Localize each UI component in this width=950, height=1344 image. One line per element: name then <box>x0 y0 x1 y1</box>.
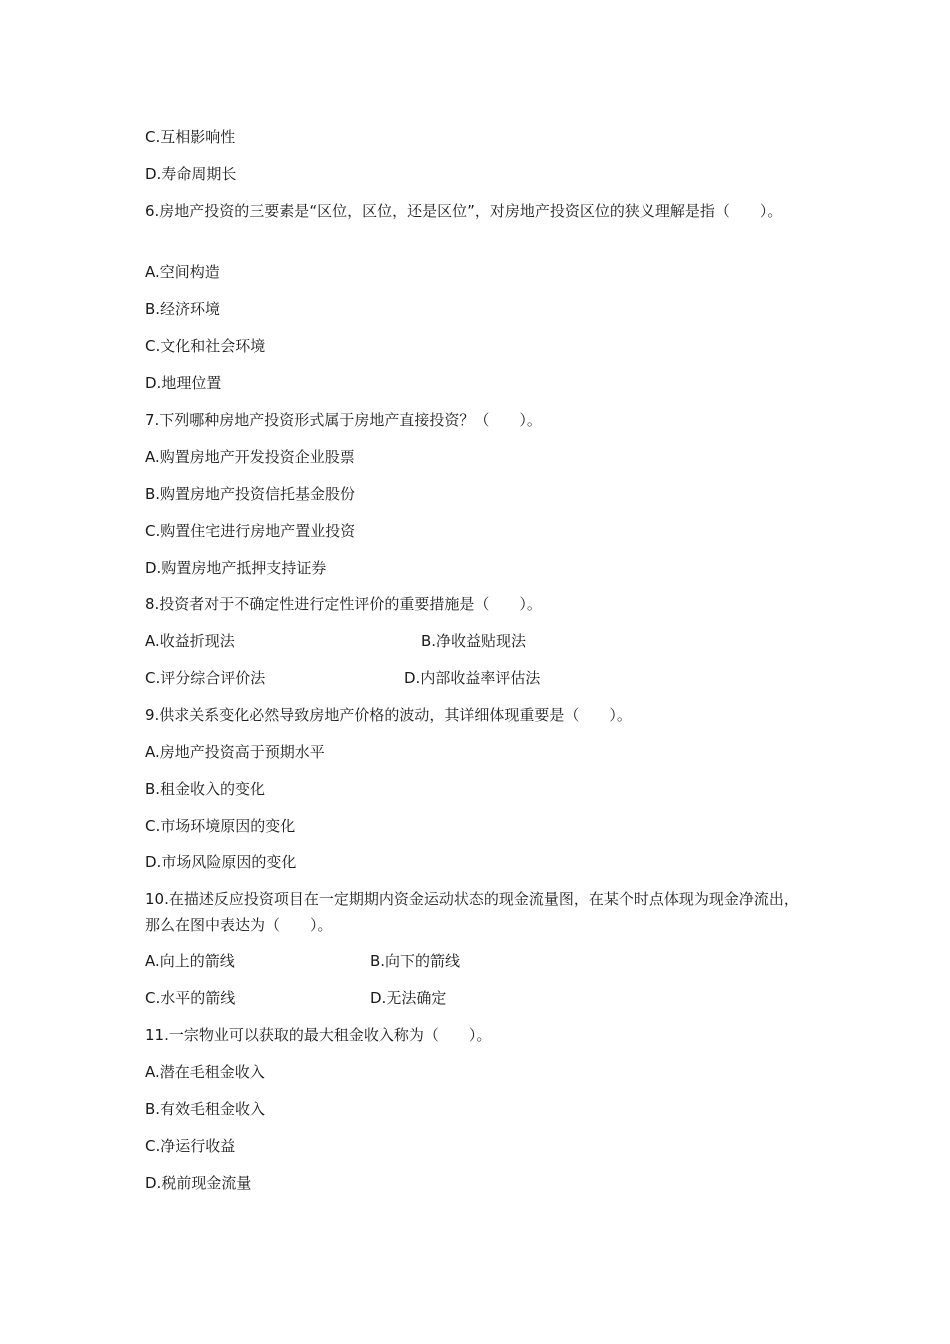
q9-option-a: A.房地产投资高于预期水平 <box>145 743 325 761</box>
q6-option-b: B.经济环境 <box>145 300 221 318</box>
q8-option-b: B.净收益贴现法 <box>421 632 527 650</box>
q5-option-c: C.互相影响性 <box>145 128 236 146</box>
q10-option-b: B.向下的箭线 <box>370 952 461 970</box>
q6-option-d: D.地理位置 <box>145 374 222 392</box>
q11-option-d: D.税前现金流量 <box>145 1174 252 1192</box>
q6-option-a: A.空间构造 <box>145 263 220 281</box>
q11-option-b: B.有效毛租金收入 <box>145 1100 266 1118</box>
q10-option-c: C.水平的箭线 <box>145 989 236 1007</box>
q10-option-d: D.无法确定 <box>370 989 447 1007</box>
q11-option-c: C.净运行收益 <box>145 1137 236 1155</box>
q7-option-a: A.购置房地产开发投资企业股票 <box>145 448 355 466</box>
q5-option-d: D.寿命周期长 <box>145 165 237 183</box>
q9-option-d: D.市场风险原因的变化 <box>145 853 297 871</box>
q7-option-c: C.购置住宅进行房地产置业投资 <box>145 522 356 540</box>
q7-stem: 7.下列哪种房地产投资形式属于房地产直接投资？（ ）。 <box>145 411 542 429</box>
q10-stem: 10.在描述反应投资项目在一定期期内资金运动状态的现金流量图，在某个时点体现为现金净流出，那么在图中表达为（ ）。 <box>145 890 799 934</box>
q9-option-b: B.租金收入的变化 <box>145 780 266 798</box>
q9-option-c: C.市场环境原因的变化 <box>145 817 296 835</box>
q7-option-b: B.购置房地产投资信托基金股份 <box>145 485 356 503</box>
q6-stem: 6.房地产投资的三要素是“区位，区位，还是区位”，对房地产投资区位的狭义理解是指（ ）。 <box>145 202 783 220</box>
q11-stem: 11.一宗物业可以获取的最大租金收入称为（ ）。 <box>145 1026 492 1044</box>
q11-option-a: A.潜在毛租金收入 <box>145 1063 265 1081</box>
q7-option-d: D.购置房地产抵押支持证券 <box>145 559 327 577</box>
q8-stem: 8.投资者对于不确定性进行定性评价的重要措施是（ ）。 <box>145 595 542 613</box>
q8-option-c: C.评分综合评价法 <box>145 669 266 687</box>
q9-stem: 9.供求关系变化必然导致房地产价格的波动，其详细体现重要是（ ）。 <box>145 706 632 724</box>
q6-option-c: C.文化和社会环境 <box>145 337 266 355</box>
q8-option-a: A.收益折现法 <box>145 632 235 650</box>
q8-option-d: D.内部收益率评估法 <box>404 669 541 687</box>
q10-option-a: A.向上的箭线 <box>145 952 235 970</box>
